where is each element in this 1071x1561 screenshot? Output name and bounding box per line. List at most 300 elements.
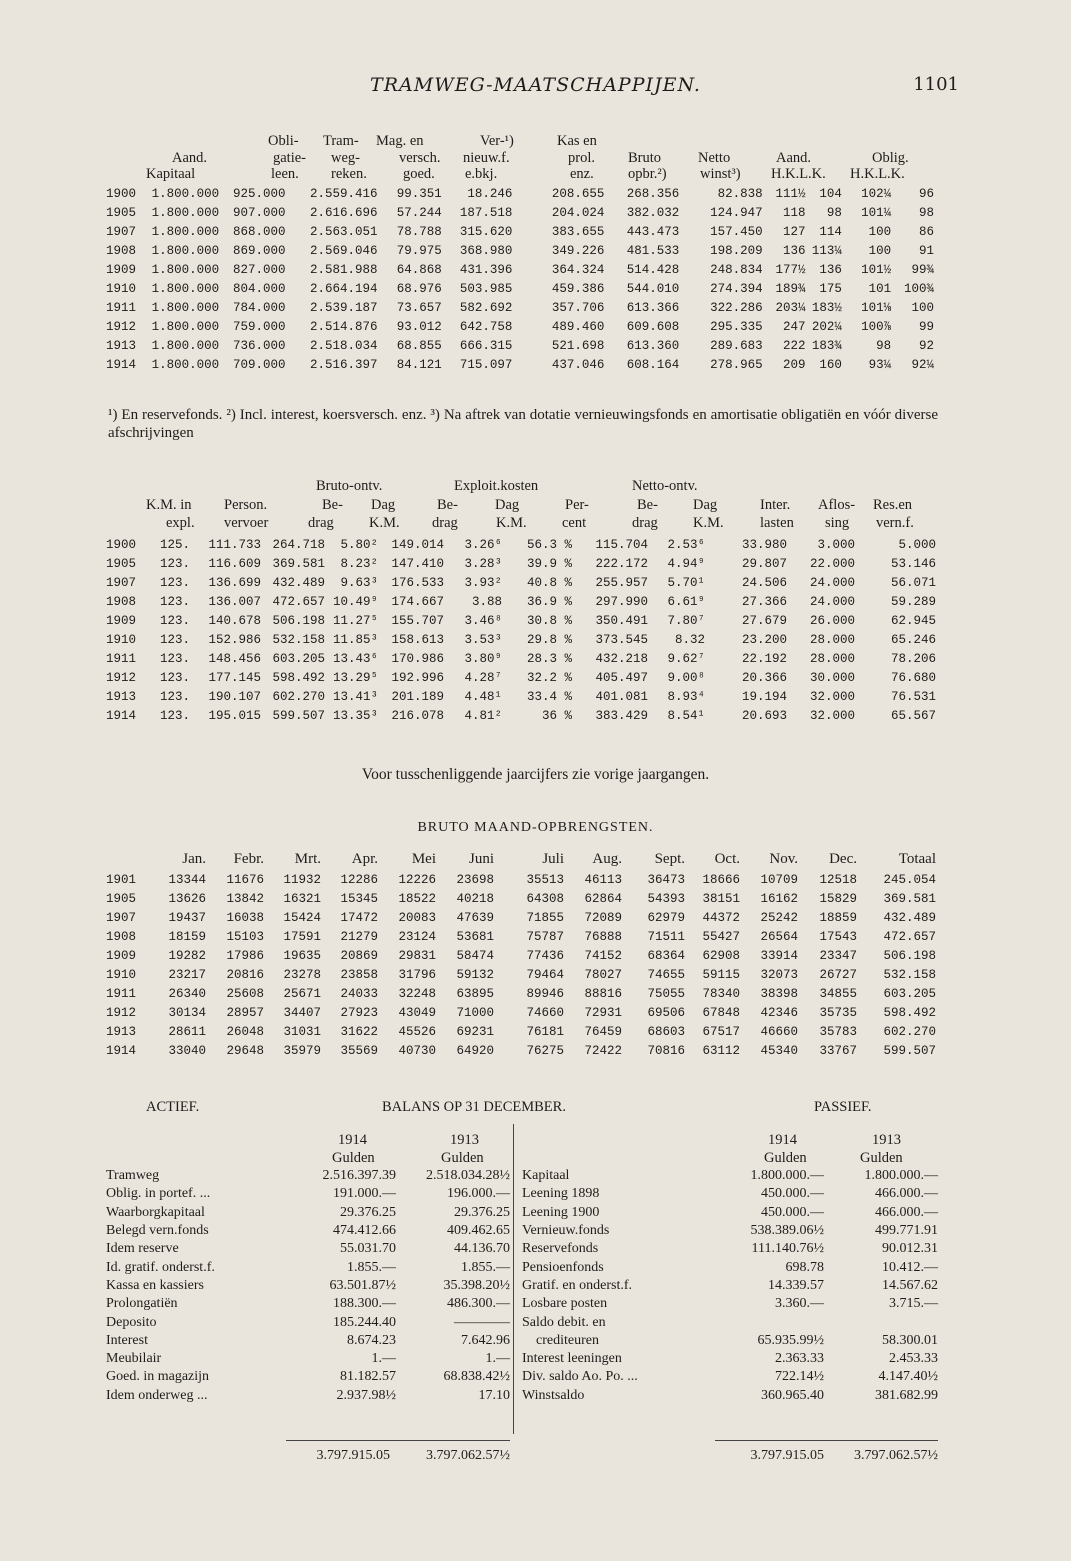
value-cell: 8.54¹: [667, 708, 705, 723]
balance-item-label: Kassa en kassiers: [106, 1277, 204, 1293]
running-title: TRAMWEG-MAATSCHAPPIJEN.: [370, 74, 701, 96]
value-cell: 13344: [168, 872, 206, 887]
value-cell: 56.071: [890, 575, 936, 590]
col-head: weg-: [331, 150, 360, 166]
value-cell: 9.00⁸: [667, 670, 705, 685]
value-cell: 20.693: [741, 708, 787, 723]
value-cell: 357.706: [551, 300, 605, 315]
year-cell: 1908: [106, 243, 137, 258]
balance-item-label: Belegd vern.fonds: [106, 1223, 209, 1239]
value-cell: 148.456: [208, 651, 261, 666]
value-cell: 3.88: [471, 594, 502, 609]
exploitation-row: [104, 535, 938, 554]
balance-item-label: Interest: [106, 1332, 148, 1348]
balance-amount: 1.855.—: [461, 1259, 510, 1275]
month-header: Jan.: [182, 850, 206, 867]
passief-row: [522, 1277, 938, 1295]
value-cell: 56.3 %: [526, 537, 572, 552]
value-cell: 76275: [526, 1043, 564, 1058]
value-cell: 11.85³: [332, 632, 378, 647]
month-header: Mrt.: [294, 850, 321, 867]
value-cell: 115.704: [595, 537, 648, 552]
value-cell: 602.270: [272, 689, 325, 704]
value-cell: 1.800.000: [151, 224, 220, 239]
value-cell: 170.986: [391, 651, 444, 666]
value-cell: 19437: [168, 910, 206, 925]
value-cell: 100: [868, 243, 892, 258]
month-header: Nov.: [769, 850, 798, 867]
passief-row: [522, 1368, 938, 1386]
value-cell: 59132: [456, 967, 494, 982]
value-cell: 72931: [584, 1005, 622, 1020]
value-cell: 62864: [584, 891, 622, 906]
col-head: vern.f.: [876, 515, 914, 531]
actief-table: [106, 1167, 510, 1405]
value-cell: 29831: [398, 948, 436, 963]
value-cell: 59115: [702, 967, 740, 982]
value-cell: 16321: [283, 891, 321, 906]
value-cell: 63112: [702, 1043, 740, 1058]
value-cell: 101¼: [861, 205, 892, 220]
actief-row: [106, 1277, 510, 1295]
value-cell: 78.206: [890, 651, 936, 666]
value-cell: 29.807: [741, 556, 787, 571]
monthly-row: [104, 946, 938, 965]
value-cell: 28.000: [809, 632, 855, 647]
col-head: Res.en: [873, 497, 913, 513]
value-cell: 27.679: [741, 613, 787, 628]
year-head: 1914: [338, 1132, 367, 1148]
value-cell: 35783: [819, 1024, 857, 1039]
value-cell: 32248: [398, 986, 436, 1001]
value-cell: 925.000: [232, 186, 286, 201]
col-head: Mag. en: [376, 133, 424, 149]
balance-amount: 188.300.—: [333, 1296, 396, 1312]
balance-amount: 2.518.034.28½: [426, 1168, 510, 1184]
balance-amount: 2.516.397.39: [322, 1168, 396, 1184]
value-cell: 183¾: [811, 338, 842, 353]
note-previous-years: Voor tusschenliggende jaarcijfers zie vorige jaargangen.: [361, 766, 710, 783]
value-cell: 278.965: [710, 357, 763, 372]
col-head: vervoer: [224, 515, 269, 531]
value-cell: 25671: [283, 986, 321, 1001]
balance-item-label: Saldo debit. en: [522, 1314, 606, 1330]
year-head: 1914: [768, 1132, 797, 1148]
balance-amount: [718, 1313, 824, 1331]
balance-amount: 450.000.—: [761, 1204, 824, 1220]
value-cell: 100⅞: [861, 319, 892, 334]
month-header: Oct.: [714, 850, 740, 867]
value-cell: 42346: [760, 1005, 798, 1020]
balance-item-label: Id. gratif. onderst.f.: [106, 1259, 215, 1275]
value-cell: 1.800.000: [151, 281, 220, 296]
balance-amount: 2.937.98½: [336, 1387, 396, 1403]
value-cell: 45526: [398, 1024, 436, 1039]
balance-amount: 486.300.—: [447, 1296, 510, 1312]
balance-amount: 1.855.—: [347, 1259, 396, 1275]
actief-row: [106, 1350, 510, 1368]
col-head: K.M.: [496, 515, 527, 531]
balance-amount: 474.412.66: [333, 1223, 396, 1239]
value-cell: 18859: [819, 910, 857, 925]
balance-amount: 1.—: [485, 1351, 510, 1367]
passief-row: [522, 1240, 938, 1258]
value-cell: 26564: [760, 929, 798, 944]
passief-row: [522, 1313, 938, 1331]
value-cell: 268.356: [626, 186, 680, 201]
actief-row: [106, 1332, 510, 1350]
col-head: Aflos-: [818, 497, 856, 513]
value-cell: 31031: [283, 1024, 321, 1039]
value-cell: 26048: [226, 1024, 264, 1039]
value-cell: 598.492: [272, 670, 325, 685]
value-cell: 33.4 %: [526, 689, 572, 704]
value-cell: 289.683: [710, 338, 763, 353]
value-cell: 16038: [226, 910, 264, 925]
year-cell: 1914: [106, 357, 137, 372]
value-cell: 514.428: [626, 262, 680, 277]
value-cell: 75787: [526, 929, 564, 944]
monthly-row: [104, 927, 938, 946]
month-header: Sept.: [654, 850, 685, 867]
passief-row: [522, 1204, 938, 1222]
value-cell: 174.667: [391, 594, 444, 609]
value-cell: 89946: [526, 986, 564, 1001]
balance-amount: 381.682.99: [875, 1387, 938, 1403]
value-cell: 16162: [760, 891, 798, 906]
balance-amount: 29.376.25: [340, 1204, 396, 1220]
value-cell: 99.351: [396, 186, 442, 201]
value-cell: 369.581: [883, 891, 936, 906]
balance-item-label: Oblig. in portef. ...: [106, 1186, 211, 1202]
value-cell: 2.664.194: [310, 281, 378, 296]
col-head: gatie-: [273, 150, 307, 166]
balance-item-label: Meubilair: [106, 1351, 162, 1367]
value-cell: 4.94⁹: [667, 556, 705, 571]
value-cell: 189¾: [775, 281, 806, 296]
value-cell: 907.000: [232, 205, 286, 220]
balance-amount: 8.674.23: [347, 1332, 396, 1348]
value-cell: 1.800.000: [151, 319, 220, 334]
value-cell: 544.010: [626, 281, 680, 296]
col-head: goed.: [403, 166, 435, 182]
exploitation-row: [104, 687, 938, 706]
value-cell: 46660: [760, 1024, 798, 1039]
value-cell: 216.078: [391, 708, 444, 723]
col-head: Be-: [322, 497, 343, 513]
actief-row: [106, 1387, 510, 1405]
value-cell: 101: [868, 281, 892, 296]
value-cell: 2.514.876: [310, 319, 378, 334]
monthly-row: [104, 965, 938, 984]
value-cell: 158.613: [391, 632, 444, 647]
month-header: Dec.: [829, 850, 857, 867]
value-cell: 8.93⁴: [667, 689, 705, 704]
value-cell: 30134: [168, 1005, 206, 1020]
monthly-row: [104, 908, 938, 927]
month-header: Mei: [411, 850, 436, 867]
actief-row: [106, 1204, 510, 1222]
value-cell: 2.539.187: [310, 300, 378, 315]
year-cell: 1905: [106, 556, 137, 571]
monthly-revenue-title: BRUTO MAAND-OPBRENGSTEN.: [417, 820, 654, 835]
value-cell: 12286: [340, 872, 378, 887]
balance-item-label: Waarborgkapitaal: [106, 1204, 205, 1220]
value-cell: 23858: [340, 967, 378, 982]
value-cell: 187.518: [459, 205, 513, 220]
value-cell: 53681: [456, 929, 494, 944]
value-cell: 603.205: [883, 986, 936, 1001]
passief-row: [522, 1167, 938, 1185]
value-cell: 78.788: [396, 224, 442, 239]
value-cell: 9.63³: [340, 575, 378, 590]
value-cell: 76181: [526, 1024, 564, 1039]
value-cell: 116.609: [208, 556, 261, 571]
value-cell: 17591: [283, 929, 321, 944]
value-cell: 18522: [398, 891, 436, 906]
col-head: versch.: [399, 150, 441, 166]
exploitation-row: [104, 649, 938, 668]
value-cell: 35735: [819, 1005, 857, 1020]
value-cell: 1.800.000: [151, 357, 220, 372]
col-head: drag: [632, 515, 658, 531]
value-cell: 84.121: [396, 357, 442, 372]
year-cell: 1901: [106, 872, 137, 887]
value-cell: 68.855: [396, 338, 442, 353]
value-cell: 17472: [340, 910, 378, 925]
value-cell: 63895: [456, 986, 494, 1001]
monthly-row: [104, 889, 938, 908]
value-cell: 248.834: [710, 262, 763, 277]
col-head: Aand.: [776, 150, 812, 166]
value-cell: 24.000: [809, 594, 855, 609]
value-cell: 69506: [647, 1005, 685, 1020]
value-cell: 25242: [760, 910, 798, 925]
value-cell: 13.29⁵: [332, 670, 378, 685]
value-cell: 613.366: [626, 300, 680, 315]
value-cell: 2.518.034: [310, 338, 378, 353]
value-cell: 13.43⁶: [332, 651, 378, 666]
value-cell: 603.205: [272, 651, 325, 666]
balance-item-label: Idem onderweg ...: [106, 1387, 208, 1403]
value-cell: 155.707: [391, 613, 444, 628]
value-cell: 35569: [340, 1043, 378, 1058]
value-cell: 39.9 %: [526, 556, 572, 571]
value-cell: 532.158: [883, 967, 936, 982]
value-cell: 12226: [398, 872, 436, 887]
year-cell: 1909: [106, 948, 137, 963]
value-cell: 666.315: [459, 338, 513, 353]
year-cell: 1909: [106, 613, 137, 628]
value-cell: 11.27⁵: [332, 613, 378, 628]
actief-row: [106, 1313, 510, 1331]
value-cell: 13842: [226, 891, 264, 906]
value-cell: 152.986: [208, 632, 261, 647]
value-cell: 15829: [819, 891, 857, 906]
year-cell: 1913: [106, 338, 137, 353]
col-head: cent: [562, 515, 587, 531]
value-cell: 401.081: [595, 689, 648, 704]
value-cell: 23124: [398, 929, 436, 944]
passief-table: [522, 1167, 938, 1405]
value-cell: 503.985: [459, 281, 513, 296]
value-cell: 24.000: [809, 575, 855, 590]
balance-amount: 1.800.000.—: [864, 1168, 938, 1184]
col-head: Tram-: [323, 133, 359, 149]
value-cell: 68364: [647, 948, 685, 963]
year-cell: 1914: [106, 708, 137, 723]
col-head: drag: [308, 515, 334, 531]
value-cell: 67517: [702, 1024, 740, 1039]
col-head: e.bkj.: [465, 166, 498, 182]
value-cell: 20083: [398, 910, 436, 925]
value-cell: 5.70¹: [667, 575, 705, 590]
value-cell: 36 %: [541, 708, 572, 723]
value-cell: 432.489: [272, 575, 325, 590]
month-header: Aug.: [592, 850, 622, 867]
balance-amount: 29.376.25: [454, 1204, 510, 1220]
value-cell: 65.246: [890, 632, 936, 647]
balance-item-label: Idem reserve: [106, 1241, 179, 1257]
actief-total-1914: 3.797.915.05: [316, 1448, 390, 1463]
value-cell: 29648: [226, 1043, 264, 1058]
value-cell: 177½: [775, 262, 806, 277]
value-cell: 10709: [760, 872, 798, 887]
value-cell: 38151: [702, 891, 740, 906]
value-cell: 71511: [647, 929, 685, 944]
balance-amount: 7.642.96: [461, 1332, 510, 1348]
value-cell: 222.172: [595, 556, 648, 571]
year-cell: 1911: [106, 300, 137, 315]
value-cell: 295.335: [710, 319, 763, 334]
value-cell: 7.80⁷: [667, 613, 705, 628]
value-cell: 93.012: [396, 319, 442, 334]
value-cell: 43049: [398, 1005, 436, 1020]
value-cell: 2.559.416: [310, 186, 378, 201]
balance-amount: 3.715.—: [889, 1296, 938, 1312]
value-cell: 481.533: [626, 243, 680, 258]
balance-amount: 90.012.31: [882, 1241, 938, 1257]
value-cell: 264.718: [272, 537, 325, 552]
value-cell: 373.545: [595, 632, 648, 647]
year-cell: 1911: [106, 651, 137, 666]
value-cell: 2.616.696: [310, 205, 378, 220]
value-cell: 532.158: [272, 632, 325, 647]
value-cell: 437.046: [551, 357, 605, 372]
value-cell: 23217: [168, 967, 206, 982]
value-cell: 65.567: [890, 708, 936, 723]
value-cell: 204.024: [551, 205, 605, 220]
value-cell: 3.26⁶: [464, 537, 502, 552]
col-head: sing: [825, 515, 850, 531]
balance-item-label: Winstsaldo: [522, 1387, 585, 1403]
value-cell: 98: [918, 205, 934, 220]
balance-item-label: Goed. in magazijn: [106, 1369, 210, 1385]
value-cell: 18666: [702, 872, 740, 887]
year-cell: 1907: [106, 224, 137, 239]
value-cell: 15103: [226, 929, 264, 944]
value-cell: 4.81²: [464, 708, 502, 723]
balance-item-label: crediteuren: [536, 1332, 599, 1348]
value-cell: 33.980: [741, 537, 787, 552]
actief-row: [106, 1222, 510, 1240]
page-number: 1101: [913, 74, 959, 95]
balance-amount: 65.935.99½: [757, 1332, 824, 1348]
value-cell: 136: [782, 243, 806, 258]
page-header: [0, 74, 1071, 102]
col-head: Kapitaal: [146, 166, 196, 182]
value-cell: 76.531: [890, 689, 936, 704]
col-head: K.M.: [369, 515, 400, 531]
col-head: Kas en: [557, 133, 597, 149]
value-cell: 176.533: [391, 575, 444, 590]
value-cell: 77436: [526, 948, 564, 963]
actief-row: [106, 1368, 510, 1386]
value-cell: 175: [819, 281, 842, 296]
value-cell: 62.945: [890, 613, 936, 628]
value-cell: 35979: [283, 1043, 321, 1058]
exploitation-row: [104, 611, 938, 630]
value-cell: 17543: [819, 929, 857, 944]
col-head: Be-: [637, 497, 658, 513]
value-cell: 35513: [526, 872, 564, 887]
balance-amount: 10.412.—: [882, 1259, 938, 1275]
value-cell: 123.: [159, 594, 190, 609]
value-cell: 18.246: [467, 186, 513, 201]
empty-header-cell: [104, 848, 152, 870]
monthly-row: [104, 1041, 938, 1060]
balance-amount: 499.771.91: [875, 1223, 938, 1239]
month-header: Juli: [542, 850, 564, 867]
value-cell: 30.8 %: [526, 613, 572, 628]
value-cell: 3.53³: [464, 632, 502, 647]
year-cell: 1908: [106, 929, 137, 944]
value-cell: 32.000: [809, 689, 855, 704]
value-cell: 113¼: [811, 243, 842, 258]
balance-divider: [513, 1124, 514, 1434]
value-cell: 759.000: [232, 319, 286, 334]
value-cell: 521.698: [551, 338, 605, 353]
passief-total-1913: 3.797.062.57½: [854, 1448, 938, 1463]
value-cell: 1.800.000: [151, 186, 220, 201]
value-cell: 33767: [819, 1043, 857, 1058]
col-head: prol.: [568, 150, 595, 166]
value-cell: 32073: [760, 967, 798, 982]
value-cell: 382.032: [626, 205, 680, 220]
balance-amount: 4.147.40½: [878, 1369, 938, 1385]
passief-row: [522, 1185, 938, 1203]
value-cell: 123.: [159, 632, 190, 647]
value-cell: 64.868: [396, 262, 442, 277]
value-cell: 101⅛: [861, 300, 892, 315]
value-cell: 21279: [340, 929, 378, 944]
capital-row: [104, 317, 936, 336]
value-cell: 136: [819, 262, 842, 277]
value-cell: 26.000: [809, 613, 855, 628]
value-cell: 100¾: [903, 281, 934, 296]
value-cell: 10.49⁹: [332, 594, 378, 609]
value-cell: 506.198: [272, 613, 325, 628]
value-cell: 28.000: [809, 651, 855, 666]
value-cell: 13.41³: [332, 689, 378, 704]
value-cell: 198.209: [710, 243, 763, 258]
value-cell: 12518: [819, 872, 857, 887]
value-cell: 202¼: [811, 319, 842, 334]
value-cell: 123.: [159, 670, 190, 685]
col-head: reken.: [331, 166, 367, 182]
unit-head: Gulden: [332, 1150, 375, 1166]
col-head: opbr.²): [628, 166, 667, 182]
